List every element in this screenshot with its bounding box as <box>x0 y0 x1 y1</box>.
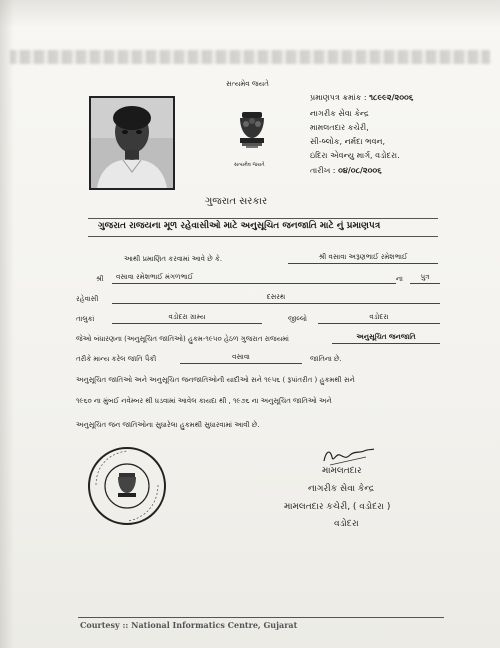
signatory-designation: મામલતદાર <box>322 466 362 476</box>
paragraph-line-2: ૧૯૬૦ ના મુંબઈ નવેમ્બર થી ધડવામાં આવેલ કાયદા થી , ૧૯૭૬ ના અનુસૂચિત જાતિઓ અને <box>76 397 332 405</box>
motto-text: સત્યમેવ જયતે <box>226 80 269 88</box>
relation-connector: ના <box>396 275 403 283</box>
office-line-1: નાગરીક સેવા કેન્દ્ર <box>310 109 369 118</box>
district-label: જીલ્લો <box>288 315 307 323</box>
title-rule-top <box>88 218 438 219</box>
resident-label: રહેવાસી <box>76 295 99 303</box>
resident-value: દસરથ <box>112 292 440 304</box>
signatory-center: નાગરીક સેવા કેન્દ્ર <box>308 484 375 494</box>
certify-prefix: આથી પ્રમાણિત કરવામાં આવે છે કે. <box>124 255 223 263</box>
father-name: વસાવા રમેશભાઈ મંગળભાઈ <box>112 272 396 284</box>
office-line-3: સી-બ્લોક, નર્મદા ભવન, <box>310 137 386 146</box>
taluka-value: વડોદરા ગ્રામ્ય <box>112 312 262 324</box>
date-label: તારીખ : <box>310 166 336 175</box>
paragraph-line-1: અનુસૂચિત જાતિઓ અને અનુસૂચિત જનજાતિઓની યાદીઓ સને ૧૯૫૬ ( રૂપાંતરીત ) હુકમથી સને <box>76 376 355 384</box>
father-prefix: શ્રી <box>96 275 104 283</box>
caste-value: વસાવા <box>180 352 302 364</box>
certificate-title: ગુજરાત રાજયના મૂળ રહેવાસીઓ માટે અનુસૂચિત જનજાતિ માટે નું પ્રમાણપત્ર <box>98 221 381 231</box>
signatory-city: વડોદરા <box>334 519 359 529</box>
scan-artifact-band <box>10 50 490 64</box>
recognized-caste-text: તરીકે માન્ય કરેલ જાતિ પૈકી <box>76 355 157 363</box>
emblem-caption: સત્યમેવ જયતે <box>234 162 265 168</box>
certificate-number-row <box>310 93 413 103</box>
office-seal-stamp <box>86 445 168 527</box>
footer-rule <box>78 617 444 618</box>
applicant-photo <box>89 96 175 190</box>
constitution-order-text: જેઓ બંધારણના (અનુસૂચિત જાતિઓ) હુકમ-૧૯૫૦ હેઠળ ગુજરાત રાજયમાં <box>76 335 289 343</box>
category-value: અનુસૂચિત જનજાતિ <box>332 332 440 344</box>
certificate-number-label: પ્રમાણપત્ર ક્રમાંક : <box>310 93 367 102</box>
date-row <box>310 166 382 176</box>
scan-edge-shadow <box>0 0 14 648</box>
person-photo-image <box>91 98 173 188</box>
footer-courtesy: Courtesy :: National Informatics Centre, Gujarat <box>80 620 298 630</box>
scan-smudge <box>0 0 500 28</box>
national-emblem-icon <box>232 108 272 164</box>
signatory-office: મામલતદાર કચેરી, ( વડોદરા ) <box>284 502 391 512</box>
office-line-2: મામલતદાર કચેરી, <box>310 123 369 132</box>
certificate-number-value: ૧૮૯૯૨/૨૦૦૬ <box>369 93 414 102</box>
district-value: વડોદરા <box>318 312 440 324</box>
applicant-name: શ્રી વસાવા અરૂણભાઈ રમેશભાઈ <box>288 252 438 264</box>
date-value: ૦૪/૦૮/૨૦૦૬ <box>338 166 382 175</box>
caste-suffix: જાતિના છે. <box>310 355 342 363</box>
title-rule-bottom <box>88 236 438 237</box>
relation-value: પુત્ર <box>410 272 440 284</box>
taluka-label: તાલુકાં <box>76 315 95 323</box>
paragraph-line-3: અનુસૂચિત જન જાતિઓના સુધારેલા હુકમથી સુધારવામાં આવી છે. <box>76 421 260 429</box>
government-title: ગુજરાત સરકાર <box>205 196 268 207</box>
office-line-4: ઇંદિરા એવન્યુ માર્ગ, વડોદરા. <box>310 151 400 160</box>
